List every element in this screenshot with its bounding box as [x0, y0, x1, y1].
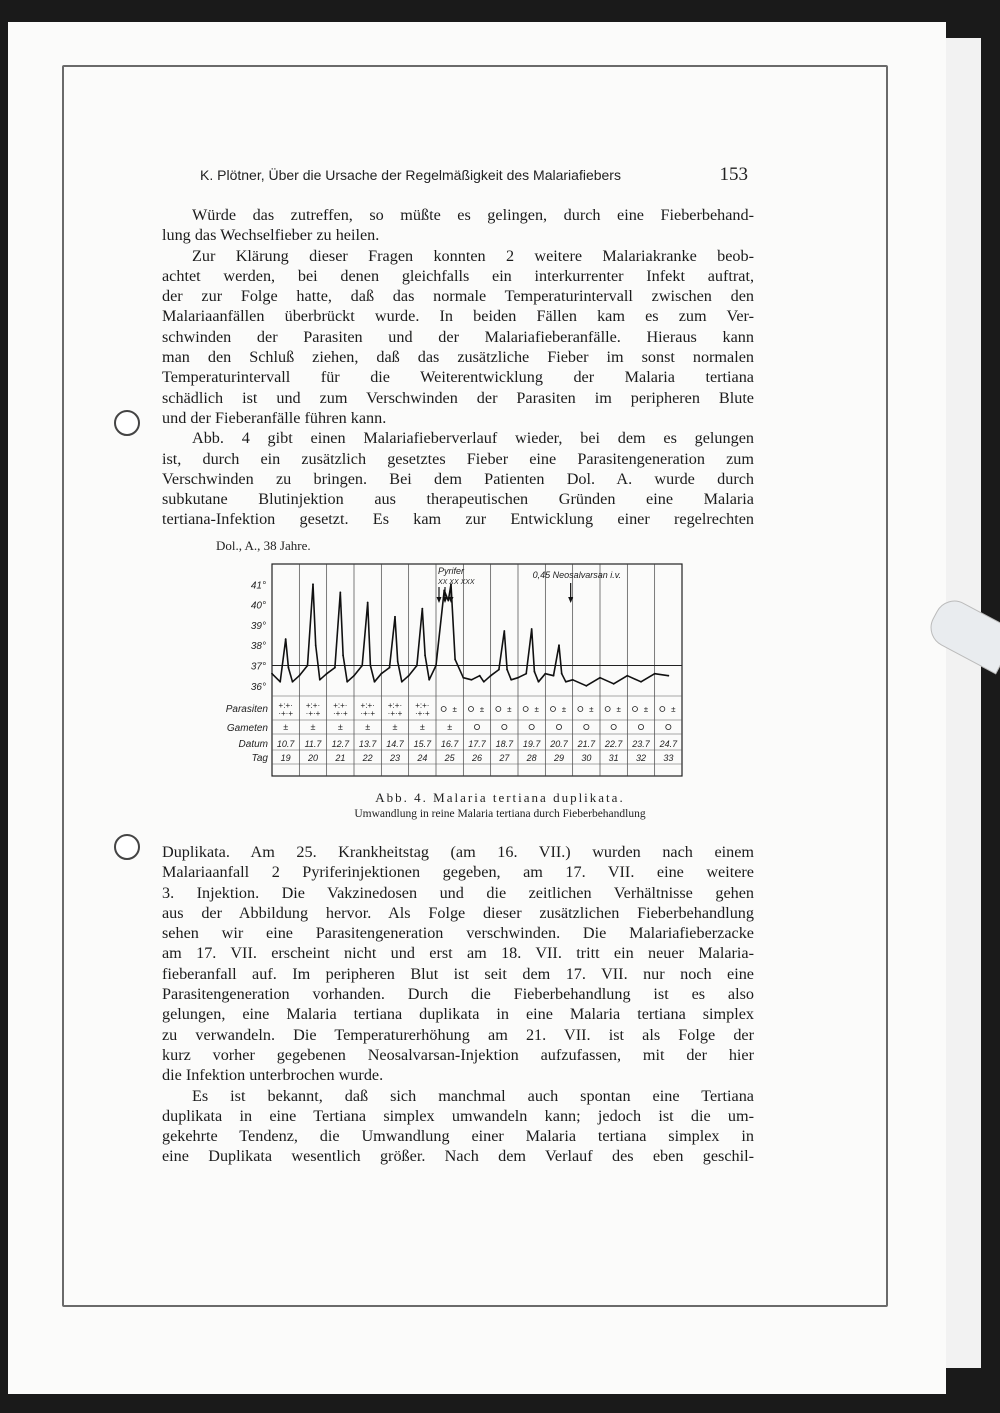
- text-line: gekehrte Tendenz, die Umwandlung einer Malaria tertiana simplex in: [162, 1127, 754, 1146]
- temperature-point: [435, 665, 437, 667]
- temperature-point: [517, 677, 519, 679]
- temperature-line: [272, 584, 668, 686]
- text-line: schwinden der Parasiten und der Malariafieberanfälle. Hieraus kann: [162, 327, 754, 346]
- date-tick-label: 11.7: [304, 739, 322, 749]
- text-line: 3. Injektion. Die Vakzinedosen und die zeitlichen Verhältnisse gehen: [162, 883, 754, 902]
- y-tick-label: 40°: [250, 600, 266, 612]
- text-line: aus der Abbildung hervor. Als Folge dieser zusätzlichen Fieberbehandlung: [162, 903, 754, 922]
- temperature-point: [307, 665, 309, 667]
- y-tick-label: 41°: [250, 580, 266, 592]
- text-line: Temperaturintervall für die Weiterentwicklung der Malaria tertiana: [162, 368, 754, 387]
- gamete-marker: ±: [337, 722, 343, 732]
- temperature-point: [572, 679, 574, 681]
- temperature-point: [503, 630, 505, 632]
- text-line: fieberanfall auf. Im peripheren Blut ist seit dem 17. VII. nur noch eine: [162, 964, 754, 983]
- parasite-marker: [523, 707, 528, 712]
- temperature-point: [667, 675, 669, 677]
- parasite-marker: ·+·+: [360, 709, 376, 718]
- temperature-point: [599, 677, 601, 679]
- text-line: kurz vorher gegebenen Neosalvarsan-Injektion aufzufassen, mit der hier: [162, 1045, 754, 1064]
- parasite-marker: ±: [561, 705, 567, 714]
- date-tick-label: 24.7: [659, 739, 678, 749]
- text-line: Malariaanfällen überbrückt wurde. In beiden Fällen kam es zum Ver-: [162, 307, 754, 326]
- punch-hole-lower: [114, 834, 140, 860]
- row-label-gameten: Gameten: [226, 723, 268, 734]
- text-line: Parasitengeneration vorhanden. Durch die Fieberbehandlung ist es also: [162, 985, 754, 1004]
- temperature-point: [279, 681, 281, 683]
- parasite-marker: [469, 707, 474, 712]
- temperature-point: [626, 675, 628, 677]
- gamete-marker: ±: [447, 722, 453, 732]
- text-line: gelungen, eine Malaria tertiana duplikata in eine Malaria tertiana simplex: [162, 1005, 754, 1024]
- day-tick-label: 32: [635, 753, 647, 763]
- text-line: zu verwandeln. Die Temperaturerhöhung am 21. VII. ist als Folge der: [162, 1025, 754, 1044]
- temperature-point: [424, 654, 426, 656]
- parasite-marker: ·+·+: [414, 709, 430, 718]
- row-label-parasiten: Parasiten: [225, 704, 268, 715]
- day-tick-label: 21: [335, 753, 346, 763]
- temperature-point: [447, 600, 449, 602]
- parasite-marker: ±: [479, 705, 485, 714]
- temperature-point: [271, 673, 273, 675]
- parasite-marker: ·+·+: [332, 709, 348, 718]
- parasite-marker: ±: [452, 705, 457, 714]
- parasite-marker: ±: [534, 705, 539, 714]
- row-label-datum: Datum: [238, 739, 268, 750]
- text-line: lung das Wechselfieber zu heilen.: [162, 226, 380, 245]
- parasite-marker: [496, 707, 501, 712]
- day-tick-label: 27: [499, 753, 510, 763]
- text-line: der zur Folge hatte, daß das normale Temperaturintervall zwischen den: [162, 287, 754, 306]
- temperature-point: [353, 675, 355, 677]
- gamete-marker: ±: [365, 722, 371, 732]
- text-line: Würde das zutreffen, so müßte es gelingen, durch eine Fieberbehand-: [192, 206, 754, 224]
- temperature-point: [326, 673, 328, 675]
- temperature-point: [370, 665, 372, 667]
- parasite-marker: +:+·: [387, 701, 403, 710]
- parasite-marker: +:+·: [278, 701, 293, 710]
- text-line: eine Duplikata wesentlich größer. Nach dem Verlauf des eben geschil-: [162, 1147, 754, 1166]
- temperature-point: [389, 667, 391, 669]
- date-tick-label: 14.7: [386, 739, 404, 749]
- temperature-point: [315, 644, 317, 646]
- temperature-point: [471, 679, 473, 681]
- parasite-marker: +:+·: [333, 701, 348, 710]
- gamete-marker: [611, 724, 616, 729]
- temperature-point: [367, 602, 369, 604]
- date-tick-label: 16.7: [440, 739, 459, 749]
- text-line: die Infektion unterbrochen wurde.: [162, 1066, 384, 1085]
- parasite-marker: +:+·: [360, 701, 375, 710]
- annotation-pyrifer: Pyrifer: [438, 566, 465, 576]
- temperature-point: [531, 628, 533, 630]
- parasite-marker: [605, 707, 610, 712]
- temperature-point: [394, 616, 396, 618]
- temperature-point: [565, 681, 567, 683]
- figure-caption-subtitle: Umwandlung in reine Malaria tertiana durch Fieberbehandlung: [354, 808, 646, 820]
- gamete-marker: [474, 724, 479, 729]
- temperature-chart: [200, 556, 690, 782]
- y-tick-label: 38°: [250, 641, 266, 653]
- date-tick-label: 19.7: [522, 739, 541, 749]
- temperature-point: [319, 679, 321, 681]
- day-tick-label: 28: [526, 753, 537, 763]
- parasite-marker: ·+·+: [305, 709, 321, 718]
- temperature-point: [312, 583, 314, 585]
- text-line: subkutane Blutinjektion aus therapeutischen Gründen eine Malaria: [162, 490, 754, 509]
- text-line: schädlich ist und zum Verschwinden der Parasiten im peripheren Blute: [162, 388, 754, 407]
- day-tick-label: 30: [581, 753, 592, 763]
- text-block-top: [162, 205, 754, 530]
- text-line: duplikata in eine Tertiana simplex umwandeln kann; jedoch ist die um-: [162, 1106, 754, 1125]
- text-line: tertiana-Infektion gesetzt. Es kam zur Entwicklung einer regelrechten: [162, 510, 754, 529]
- text-line: ist, durch ein zusätzlich gesetztes Fieber eine Parasitengeneration zum: [162, 449, 754, 468]
- temperature-point: [534, 671, 536, 673]
- temperature-point: [374, 681, 376, 683]
- temperature-point: [483, 681, 485, 683]
- annotation-pyrifer-dose: XX XX XXX: [438, 579, 475, 586]
- parasite-marker: +:+·: [415, 701, 430, 710]
- parasite-marker: ±: [507, 705, 512, 714]
- parasite-marker: ·+·+: [278, 709, 294, 718]
- text-line: achtet werden, bei denen gleichfalls ein interkurrenter Infekt auftrat,: [162, 266, 754, 285]
- temperature-point: [585, 685, 587, 687]
- temperature-point: [416, 665, 418, 667]
- temperature-point: [339, 592, 341, 594]
- temperature-point: [285, 638, 287, 640]
- punch-hole-upper: [114, 410, 140, 436]
- gamete-marker: [502, 724, 507, 729]
- date-tick-label: 21.7: [577, 739, 596, 749]
- y-tick-label: 37°: [250, 661, 266, 673]
- temperature-point: [506, 669, 508, 671]
- temperature-point: [380, 673, 382, 675]
- text-line: und der Fieberanfälle führen kann.: [162, 408, 387, 427]
- injection-arrowhead: [437, 597, 442, 603]
- page-number: 153: [719, 164, 748, 185]
- text-line: Zur Klärung dieser Fragen konnten 2 weitere Malariakranke beob-: [192, 246, 754, 265]
- day-tick-label: 23: [389, 753, 401, 763]
- annotation-neosalvarsan: 0,45 Neosalvarsan i.v.: [532, 570, 622, 580]
- temperature-point: [428, 679, 430, 681]
- date-tick-label: 17.7: [468, 739, 486, 749]
- temperature-point: [490, 675, 492, 677]
- date-tick-label: 15.7: [413, 739, 432, 749]
- text-line: Verschwinden zu bringen. Bei dem Patienten Dol. A. wurde durch: [162, 469, 754, 488]
- parasite-marker: ·+·+: [387, 709, 403, 718]
- temperature-point: [401, 681, 403, 683]
- gamete-marker: [529, 724, 534, 729]
- gamete-marker: ±: [419, 722, 425, 732]
- temperature-point: [640, 681, 642, 683]
- day-tick-label: 25: [444, 753, 455, 763]
- gamete-marker: [666, 724, 671, 729]
- gamete-marker: ±: [310, 722, 316, 732]
- day-tick-label: 20: [307, 753, 319, 763]
- day-tick-label: 19: [280, 753, 291, 763]
- gamete-marker: [584, 724, 589, 729]
- temperature-point: [298, 675, 300, 677]
- day-tick-label: 29: [553, 753, 565, 763]
- gamete-marker: [556, 724, 561, 729]
- text-line: Malariaanfall 2 Pyriferinjektionen gegeben, am 17. VII. eine weitere: [162, 863, 754, 882]
- date-tick-label: 20.7: [550, 739, 568, 749]
- temperature-point: [342, 654, 344, 656]
- parasite-marker: ±: [671, 705, 676, 714]
- gamete-marker: ±: [392, 722, 398, 732]
- temperature-point: [544, 673, 546, 675]
- temperature-point: [462, 677, 464, 679]
- temperature-point: [525, 673, 527, 675]
- parasite-marker: [660, 707, 665, 712]
- temperature-point: [334, 667, 336, 669]
- text-line: Es ist bekannt, daß sich manchmal auch spontan eine Tertiana: [192, 1086, 754, 1105]
- gamete-marker: ±: [283, 722, 289, 732]
- text-line: Duplikata. Am 25. Krankheitstag (am 16. VII.) wurden nach einem: [162, 843, 754, 861]
- temperature-point: [561, 673, 563, 675]
- parasite-marker: +:+·: [305, 701, 321, 710]
- temperature-point: [654, 673, 656, 675]
- parasite-marker: ±: [616, 705, 621, 714]
- temperature-point: [288, 667, 290, 669]
- parasite-marker: ±: [643, 705, 649, 714]
- text-block-bottom: [162, 842, 754, 1167]
- underlying-sheet: [940, 38, 981, 1368]
- row-label-tag: Tag: [251, 753, 268, 764]
- date-tick-label: 13.7: [358, 739, 377, 749]
- day-tick-label: 22: [362, 753, 373, 763]
- text-line: Abb. 4 gibt einen Malariafieberverlauf wieder, bei dem es gelungen: [192, 429, 754, 448]
- temperature-point: [292, 681, 294, 683]
- parasite-marker: [441, 707, 446, 712]
- y-tick-label: 36°: [250, 681, 266, 693]
- temperature-point: [408, 675, 410, 677]
- date-tick-label: 22.7: [604, 739, 623, 749]
- parasite-marker: [633, 707, 638, 712]
- parasite-marker: [578, 707, 583, 712]
- running-header: [200, 164, 748, 186]
- temperature-point: [510, 679, 512, 681]
- temperature-point: [558, 644, 560, 646]
- temperature-point: [454, 659, 456, 661]
- figure-caption-title: Abb. 4. Malaria tertiana duplikata.: [375, 790, 625, 805]
- day-tick-label: 31: [608, 753, 619, 763]
- parasite-marker: ±: [589, 705, 594, 714]
- gamete-marker: [638, 724, 643, 729]
- day-tick-label: 26: [471, 753, 483, 763]
- temperature-point: [397, 661, 399, 663]
- temperature-point: [479, 675, 481, 677]
- date-tick-label: 12.7: [331, 739, 350, 749]
- text-line: sehen wir eine Parasitengeneration verschwinden. Die Malariafieberzacke: [162, 924, 754, 943]
- y-tick-label: 39°: [250, 620, 266, 632]
- date-tick-label: 23.7: [632, 739, 650, 749]
- day-tick-label: 33: [663, 753, 674, 763]
- temperature-point: [346, 681, 348, 683]
- date-tick-label: 10.7: [276, 739, 295, 749]
- temperature-point: [613, 683, 615, 685]
- day-tick-label: 24: [417, 753, 428, 763]
- temperature-point: [361, 665, 363, 667]
- running-title: K. Plötner, Über die Ursache der Regelmäßigkeit des Malariafiebers: [200, 167, 621, 183]
- parasite-marker: [551, 707, 556, 712]
- temperature-point: [538, 681, 540, 683]
- text-line: man den Schluß ziehen, daß das zusätzliche Fieber im sonst normalen: [162, 348, 754, 367]
- temperature-point: [553, 675, 555, 677]
- text-line: am 17. VII. erscheint nicht und erst am 18. VII. tritt ein neuer Malaria-: [162, 944, 754, 963]
- date-tick-label: 18.7: [495, 739, 514, 749]
- temperature-point: [498, 669, 500, 671]
- temperature-point: [421, 608, 423, 610]
- figure-patient-label: Dol., A., 38 Jahre.: [216, 538, 311, 553]
